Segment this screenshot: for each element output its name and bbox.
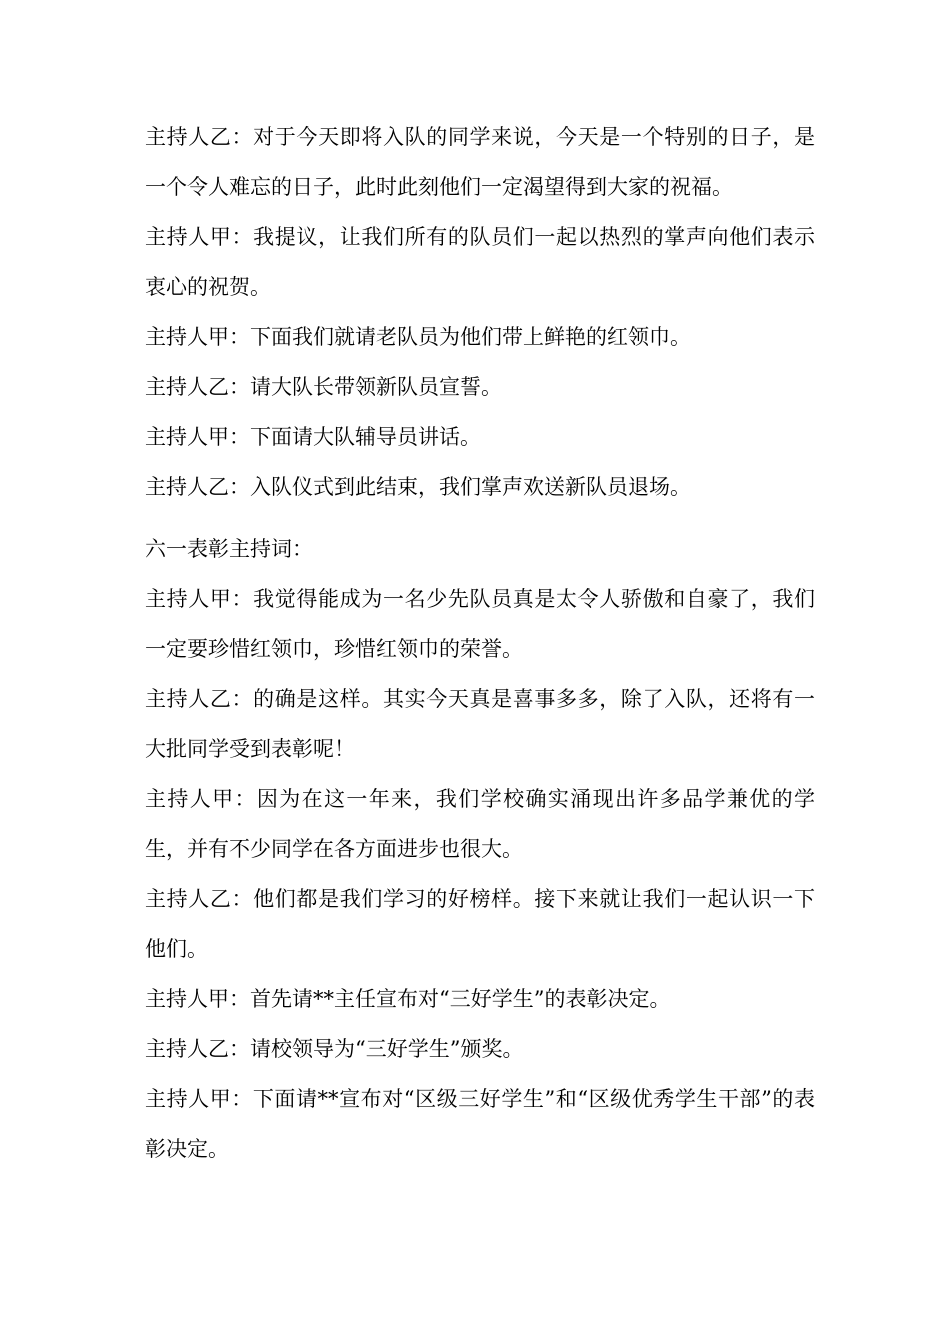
paragraph: 主持人甲：因为在这一年来，我们学校确实涌现出许多品学兼优的学生，并有不少同学在各方面进步也很大。 — [145, 787, 815, 861]
paragraph: 主持人乙：他们都是我们学习的好榜样。接下来就让我们一起认识一下他们。 — [145, 887, 815, 961]
paragraph: 主持人甲：我提议，让我们所有的队员们一起以热烈的掌声向他们表示衷心的祝贺。 — [145, 225, 815, 299]
paragraph: 主持人甲：下面请大队辅导员讲话。 — [145, 425, 481, 449]
paragraph: 主持人甲：我觉得能成为一名少先队员真是太令人骄傲和自豪了，我们一定要珍惜红领巾，珍惜红领巾的荣誉。 — [145, 587, 815, 661]
section-heading: 六一表彰主持词： — [145, 537, 313, 561]
paragraph: 主持人甲：下面我们就请老队员为他们带上鲜艳的红领巾。 — [145, 325, 691, 349]
paragraph: 主持人乙：入队仪式到此结束，我们掌声欢送新队员退场。 — [145, 475, 691, 499]
paragraph: 主持人甲：下面请**宣布对“区级三好学生”和“区级优秀学生干部”的表彰决定。 — [145, 1087, 815, 1161]
paragraph: 主持人甲：首先请**主任宣布对“三好学生”的表彰决定。 — [145, 987, 671, 1011]
paragraph: 主持人乙：请校领导为“三好学生”颁奖。 — [145, 1037, 524, 1061]
document-body — [145, 112, 815, 1174]
paragraph: 主持人乙：的确是这样。其实今天真是喜事多多，除了入队，还将有一大批同学受到表彰呢！ — [145, 687, 815, 761]
paragraph: 主持人乙：对于今天即将入队的同学来说，今天是一个特别的日子，是一个令人难忘的日子，此时此刻他们一定渴望得到大家的祝福。 — [145, 125, 815, 199]
paragraph: 主持人乙：请大队长带领新队员宣誓。 — [145, 375, 502, 399]
